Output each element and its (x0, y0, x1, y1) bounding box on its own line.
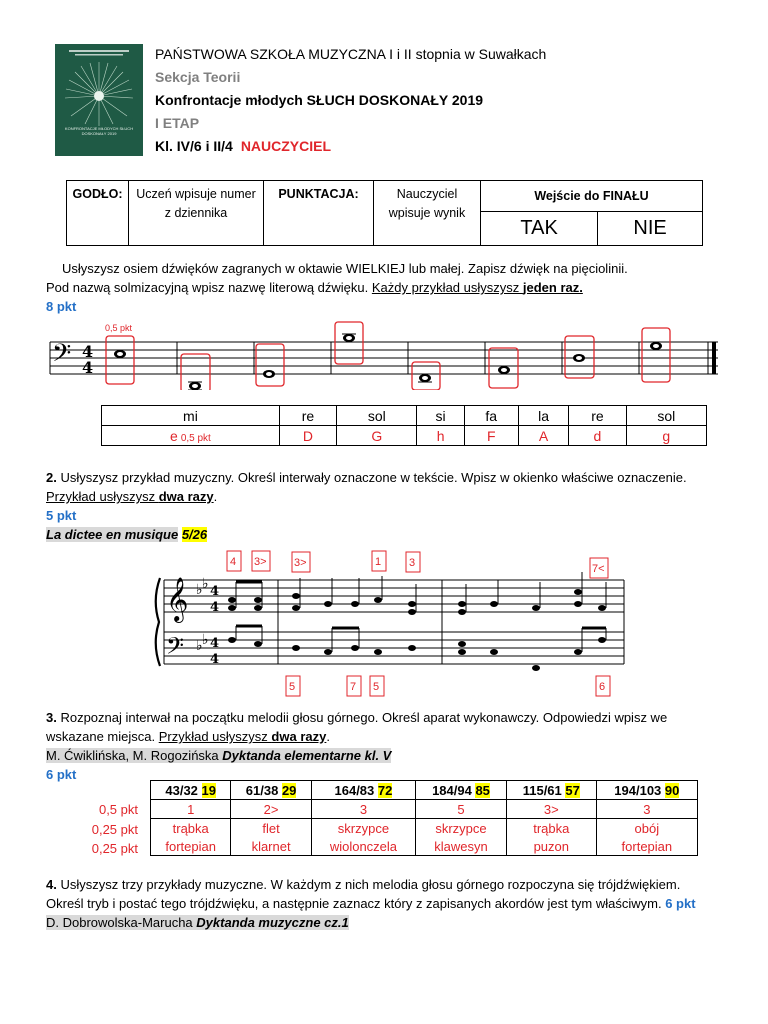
letter-answer[interactable]: d (569, 426, 626, 446)
solm-name: mi (102, 406, 280, 426)
task2-text-c: dwa razy (158, 489, 214, 504)
task2-number: 2. (46, 470, 57, 485)
interval-label: 7< (592, 563, 605, 575)
col-num: 57 (565, 782, 580, 798)
col-ref: 115/61 (522, 782, 562, 798)
treble-clef-icon: 𝄞 (166, 577, 189, 621)
task1-points: 8 pkt (46, 299, 77, 314)
row-label: 0,25 pkt (91, 821, 138, 837)
interval-label: 5 (373, 681, 380, 693)
row-label: 0,25 pkt (91, 841, 138, 856)
letter-answer[interactable]: F (464, 426, 518, 446)
col-header (596, 781, 697, 800)
flat-icon: ♭ (202, 575, 209, 591)
solm-name: sol (337, 406, 417, 426)
task1-text (46, 259, 718, 316)
task3-answer-table (150, 780, 698, 856)
col-ref: 194/103 (614, 782, 662, 798)
task3-source (46, 746, 718, 765)
interval-answer[interactable]: 1 (151, 800, 231, 819)
task3-source-box (46, 748, 391, 763)
score-label: PUNKTACJA: (264, 181, 374, 246)
godlo-label: GODŁO: (67, 181, 129, 246)
col-num: 29 (281, 782, 297, 798)
notes-group (228, 589, 606, 671)
time-sig-top: 4 (210, 584, 220, 599)
col-ref: 61/38 (245, 782, 279, 798)
interval-label: 1 (375, 556, 382, 568)
school-name: PAŃSTWOWA SZKOŁA MUZYCZNA I i II stopnia w Suwałkach (155, 46, 547, 62)
student-note[interactable]: Uczeń wpisuje numer z dziennika (129, 181, 264, 246)
row-label: 0,5 pkt (98, 802, 138, 817)
task4-points: 6 pkt (665, 896, 696, 911)
score-row-labels (62, 800, 138, 859)
task3-source-title: Dyktanda elementarne kl. V (222, 748, 392, 763)
stage-name: I ETAP (155, 115, 200, 131)
interval-answer[interactable]: 3> (506, 800, 596, 819)
instrument-answer[interactable]: skrzypce (311, 819, 415, 838)
instrument-answer[interactable]: puzon (506, 837, 596, 856)
interval-answer[interactable]: 3 (311, 800, 415, 819)
flat-icon: ♭ (196, 581, 203, 597)
grand-staff-task2 (150, 548, 630, 700)
instrument-answer[interactable]: trąbka (506, 819, 596, 838)
instrument-answer[interactable]: trąbka (151, 819, 231, 838)
instrument-answer[interactable]: fortepian (151, 837, 231, 856)
col-ref: 43/32 (165, 782, 198, 798)
class-label: Kl. IV/6 i II/4 (155, 138, 233, 154)
task2-text-d: . (213, 489, 218, 504)
letter-answer-points: 0,5 pkt (180, 432, 211, 444)
task3-instruction (46, 708, 718, 746)
col-header (416, 781, 507, 800)
solm-name: la (518, 406, 569, 426)
time-sig-top: 4 (210, 636, 220, 651)
task4-instruction (46, 875, 718, 913)
letter-answer-text: e (170, 427, 178, 444)
class-line (155, 136, 331, 156)
solm-name: re (569, 406, 626, 426)
solm-name: si (417, 406, 464, 426)
letter-answer[interactable]: h (417, 426, 464, 446)
task4-source-author: D. Dobrowolska-Marucha (46, 915, 197, 930)
logo-burst-icon (55, 44, 143, 156)
time-sig-bottom: 4 (210, 600, 220, 615)
interval-label: 3> (254, 556, 267, 568)
interval-label: 5 (289, 681, 296, 693)
instrument-answer[interactable]: klarnet (231, 837, 311, 856)
answer-box-1 (106, 336, 134, 384)
final-no-cell[interactable]: NIE (598, 212, 703, 246)
festival-logo (55, 44, 143, 156)
interval-answer[interactable]: 2> (231, 800, 311, 819)
instrument-answer[interactable]: wiolonczela (311, 837, 415, 856)
solm-name: fa (464, 406, 518, 426)
task3-text-b: Przykład usłyszysz (158, 729, 272, 744)
section-name: Sekcja Teorii (155, 69, 241, 85)
letter-answer[interactable]: G (337, 426, 417, 446)
col-num: 72 (377, 782, 393, 798)
bass-clef-icon: 𝄢 (166, 632, 185, 665)
task2-text-a: Usłyszysz przykład muzyczny. Określ interwały oznaczone w tekście. Wpisz w okienko właściwe oznaczenie. (56, 470, 687, 485)
task2-text-b: Przykład usłyszysz (46, 489, 159, 504)
task2-text (46, 468, 718, 544)
col-header (231, 781, 311, 800)
solm-name: re (279, 406, 336, 426)
interval-answer[interactable]: 5 (416, 800, 507, 819)
interval-label: 7 (350, 681, 357, 693)
task4-text (46, 875, 718, 932)
final-yes-cell[interactable]: TAK (481, 212, 598, 246)
interval-label: 6 (599, 681, 606, 693)
col-num: 85 (475, 782, 490, 798)
interval-label: 3> (294, 557, 307, 569)
task4-text-a: Usłyszysz trzy przykłady muzyczne. W każdym z nich melodia głosu górnego rozpoczyna się trójdźwiękiem. Określ tryb i postać tego trójdźwięku, a następnie zaznacz który z zapisanych akordów jest tym właściwym. (46, 877, 681, 911)
staff-task1 (44, 318, 724, 390)
col-header (311, 781, 415, 800)
task3-text-d: . (326, 729, 330, 744)
task2-source (46, 525, 718, 544)
task4-number: 4. (46, 877, 57, 892)
instrument-answer[interactable]: skrzypce (416, 819, 507, 838)
instrument-answer[interactable]: flet (231, 819, 311, 838)
task1-line2c: jeden raz. (522, 280, 583, 295)
col-num: 90 (664, 782, 680, 798)
logo-title: KONFRONTACJE MŁODYCH SŁUCH DOSKONAŁY 2019 (64, 126, 134, 136)
task3-text (46, 708, 718, 784)
task1-line1: Usłyszysz osiem dźwięków zagranych w oktawie WIELKIEJ lub małej. Zapisz dźwięk na pięciolinii. (62, 261, 628, 276)
task3-points: 6 pkt (46, 767, 77, 782)
task1-line2a: Pod nazwą solmizacyjną wpisz nazwę literową dźwięku. (46, 280, 372, 295)
task4-source (46, 913, 718, 932)
time-signature-bottom: 4 (82, 358, 94, 377)
task3-text-c: dwa razy (271, 729, 327, 744)
task2-source-num: 5/26 (181, 527, 208, 542)
code-table (66, 180, 703, 246)
brace-icon (156, 578, 160, 666)
letter-answer[interactable]: g (626, 426, 706, 446)
col-header (151, 781, 231, 800)
time-sig-bottom: 4 (210, 652, 220, 667)
solmization-table (101, 405, 707, 446)
letter-answer[interactable] (102, 426, 280, 446)
contest-name: Konfrontacje młodych SŁUCH DOSKONAŁY 2019 (155, 92, 484, 108)
interval-label: 4 (230, 556, 237, 568)
task2-source-title: La dictee en musique (46, 527, 179, 542)
teacher-note[interactable]: Nauczyciel wpisuje wynik (374, 181, 481, 246)
instrument-answer[interactable]: obój (596, 819, 697, 838)
task3-source-authors: M. Ćwiklińska, M. Rogozińska (46, 748, 223, 763)
task2-points: 5 pkt (46, 508, 77, 523)
task1-line2b: Każdy przykład usłyszysz (371, 280, 523, 295)
instrument-answer[interactable]: klawesyn (416, 837, 507, 856)
solm-name: sol (626, 406, 706, 426)
col-header (506, 781, 596, 800)
flat-icon: ♭ (196, 637, 203, 653)
col-ref: 184/94 (432, 782, 472, 798)
task3-text-a: Rozpoznaj interwał na początku melodii głosu górnego. Określ aparat wykonawczy. Odpowiedzi wpisz we wskazane miejsca. (46, 710, 668, 744)
role-label: NAUCZYCIEL (240, 138, 332, 154)
final-label: Wejście do FINAŁU (481, 181, 703, 212)
bass-clef-icon: 𝄢 (52, 339, 72, 374)
interval-label: 3 (409, 557, 416, 569)
task4-source-box (46, 915, 349, 930)
time-signature-top: 4 (82, 342, 94, 361)
col-num: 19 (201, 782, 217, 798)
col-ref: 164/83 (334, 782, 375, 798)
instrument-answer[interactable]: fortepian (596, 837, 697, 856)
task4-source-title: Dyktanda muzyczne cz.1 (196, 915, 349, 930)
note-points-label: 0,5 pkt (105, 323, 133, 333)
task3-number: 3. (46, 710, 57, 725)
flat-icon: ♭ (202, 631, 209, 647)
letter-answer[interactable]: D (279, 426, 336, 446)
task1-line2 (46, 278, 718, 297)
interval-answer[interactable]: 3 (596, 800, 697, 819)
letter-answer[interactable]: A (518, 426, 569, 446)
task2-instruction (46, 468, 718, 506)
